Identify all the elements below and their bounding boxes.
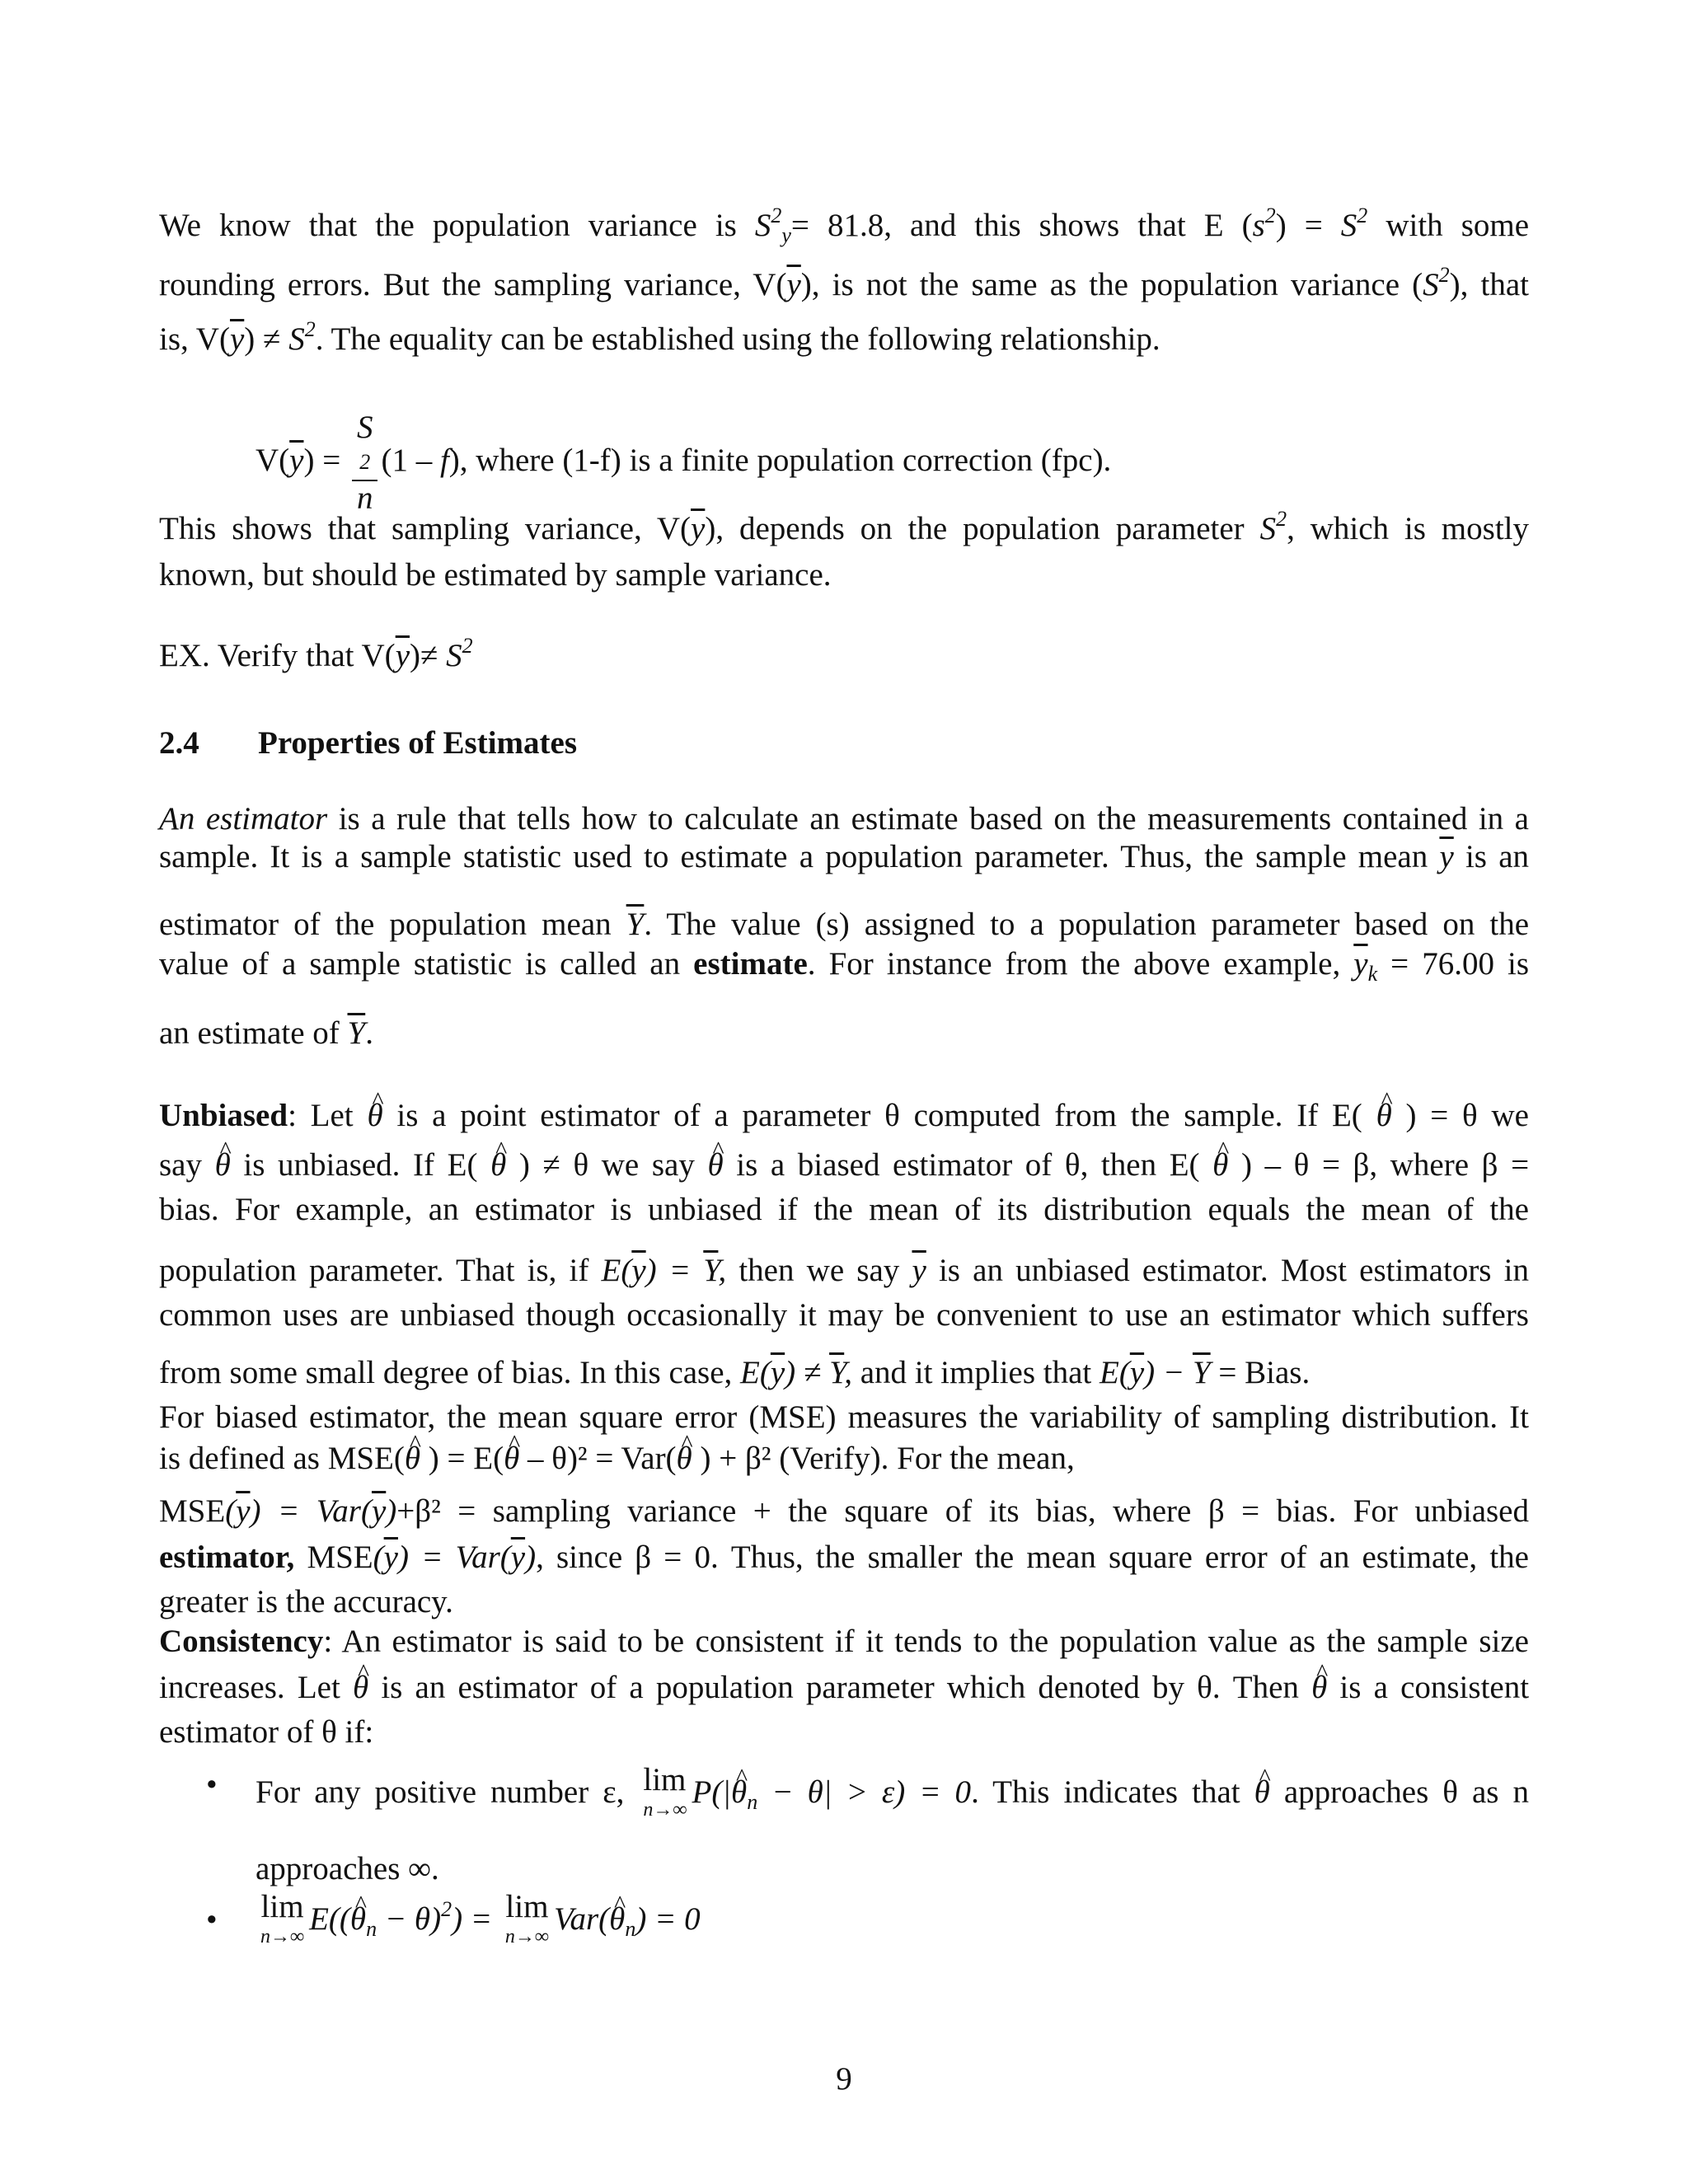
para1-line1: We know that the population variance is $S^2_y= 81.8$, and this shows that E $(s^2) = S^2$ with some [159,204,1530,247]
math-mse-eq-var: $(\overline{y}) = Var(\overline{y})$ [373,1540,537,1575]
unbiased-line11: greater is the accuracy. [159,1584,453,1619]
bullet-dot: • [206,1767,218,1802]
math-theta-hat: ^ θ [405,1439,420,1479]
bullet-dot: • [206,1902,218,1938]
text-span: . The value (s) assigned to a population parameter based on the [644,907,1530,942]
consistency-bullet2 [256,1889,1625,1952]
text-span: estimator of the population mean [159,907,612,942]
text-span: . For instance from the above example, [807,946,1341,982]
math-E-ybar-eq-Ybar: $E(\overline{y}) = \overline{Y}$, [601,1253,727,1288]
text-span: say [159,1147,202,1183]
exercise-line [159,636,1529,676]
lim-under-label: n→∞ [260,1926,305,1947]
math-theta-hat: ^ θ [215,1146,231,1185]
math-ybar: $\overline{y}$ [289,442,304,478]
text-span: . The equality can be established using the following relationship. [315,321,1160,357]
unbiased-line2 [159,1146,1529,1185]
text-span: This shows that sampling variance, V( [159,511,692,546]
math-Ybar: $\overline{Y}$ [626,907,645,942]
para3-line2 [159,837,1529,877]
term-estimator: An estimator [159,801,328,837]
math-E-ybar-neq-Ybar: $E(\overline{y}) \ne \overline{Y}$, [740,1355,852,1390]
math-theta-hat: ^ θ [1254,1773,1270,1812]
section-title: Properties of Estimates [258,725,578,761]
text-span: ) + β² (Verify). For the mean, [700,1441,1075,1476]
text-span: is defined as MSE( [159,1441,405,1476]
unbiased-line1 [159,1096,1529,1136]
lim-under-label: n→∞ [504,1926,549,1947]
math-mse-var: $(\overline{y}) = Var(\overline{y})$ [225,1493,397,1529]
text-span: is a rule that tells how to calculate an estimate based on the measurements contained in a [327,801,1529,837]
unbiased-line5: common uses are unbiased though occasionally it may be convenient to use an estimator which suffers [159,1297,1529,1333]
math-ybar: $\overline{y}$ [912,1253,926,1288]
limit-expression [504,1889,549,1952]
term-unbiased: Unbiased [159,1098,288,1133]
para3-line5: an estimate of $\overline{Y}$. [159,1015,373,1051]
text-span: . This indicates that [971,1774,1240,1810]
math-Ybar: $\overline{Y}$ [347,1015,366,1051]
text-span: increases. Let [159,1670,340,1705]
text-span: EX. Verify that V( [159,638,396,673]
text-span: ), that [1449,267,1529,302]
text-span: is an unbiased estimator. Most estimators in [938,1253,1529,1288]
math-mse-limit: E((^ $\theta_n - \theta)^2$) = [309,1901,492,1937]
text-span: )≠ [410,638,438,673]
text-span: sample. It is a sample statistic used to estimate a population parameter. Thus, the sample mean [159,839,1428,874]
text-span: ), is not the same as the population variance ( [800,267,1423,302]
term-estimate: estimate [693,946,808,982]
math-Sy2: $S^2_y$ [754,204,791,247]
math-S2: $S^2$ [1423,263,1450,302]
text-span: , where (1-f) is a finite population correction (fpc). [459,442,1112,478]
math-theta-hat: ^ θ [367,1096,382,1136]
text-span: , since β = 0. Thus, the smaller the mean square error of an estimate, the [536,1540,1529,1575]
math-S2: $S^2$ [1259,507,1287,546]
text-span: , which is mostly [1287,511,1529,546]
unbiased-line3: bias. For example, an estimator is unbiased if the mean of its distribution equals the mean of the [159,1192,1529,1227]
lim-label: lim [643,1762,687,1797]
lim-label: lim [260,1889,304,1924]
math-theta-hat: ^ θ [1376,1096,1392,1136]
math-ybar: $\overline{y}$ [786,267,801,302]
math-ybar: $\overline{y}$ [395,638,410,673]
para2-line1 [159,509,1529,549]
text-span: then we say [738,1253,900,1288]
text-span: is, V( [159,321,230,357]
text-span: We know that the population variance is [159,208,737,243]
math-theta-hat: ^ θ [677,1439,692,1479]
math-var-limit: Var(^ $\theta_n) = 0$ [554,1901,701,1937]
text-span: +β² = sampling variance + the square of its bias, where β = bias. For unbiased [396,1493,1529,1529]
math-theta-hat: ^ θ [707,1146,723,1185]
text-span: ) = E( [428,1441,504,1476]
text-span: approaches θ as n [1283,1774,1530,1810]
consistency-bullet1 [256,1762,1530,1825]
math-ybar: $\overline{y}$ [691,511,706,546]
text-span: value of a sample statistic is called an [159,946,681,982]
text-span: an estimate of [159,1015,340,1051]
text-span: For any positive number ε, [256,1774,625,1810]
text-span: and it implies that [860,1355,1092,1390]
unbiased-line9 [159,1492,1529,1531]
text-span: ) = θ we [1405,1098,1529,1133]
text-span: is a point estimator of a parameter θ computed from the sample. If E( [396,1098,1362,1133]
math-S2: $S^2$ [288,317,316,357]
para1-line3: is, $V(\overline{y}) \ne S^2$. The equality can be established using the following relationship. [159,317,1160,357]
text-span: MSE [307,1540,373,1575]
text-span: = 76.00 is [1390,946,1530,982]
term-consistency: Consistency [159,1624,324,1659]
text-span: MSE [159,1493,226,1529]
formula-variance: $V(\overline{y})$ = S 2 n (1 – f), where (1-f) is a finite population correction (fpc). [256,410,1112,516]
text-span: = 81.8, and this shows that E ( [790,208,1253,243]
math-theta-hat: ^ θ [504,1439,519,1479]
unbiased-line7: For biased estimator, the mean square error (MSE) measures the variability of sampling distribution. It [159,1399,1529,1435]
text-span: is an [1465,839,1530,874]
math-E-ybar-minus-Ybar: $E(\overline{y}) - \overline{Y}$ [1100,1355,1211,1390]
section-number: 2.4 [159,725,199,761]
unbiased-line4 [159,1251,1529,1291]
math-prob-limit: P(|^ $\theta_n - \theta| > \varepsilon) = 0$ [692,1774,972,1810]
math-theta-hat: ^ θ [490,1146,506,1185]
text-span: ) – θ = β, where β = [1240,1147,1530,1183]
text-span: ), depends on the population parameter [705,511,1245,546]
text-span: is a biased estimator of θ, then E( [736,1147,1200,1183]
para2-line2: known, but should be estimated by sample variance. [159,557,832,593]
unbiased-line8 [159,1439,1529,1479]
unbiased-line6 [159,1353,1529,1393]
para3-line4: value of a sample statistic is called an estimate. For instance from the above example, $\overline{y}_k = 76.00$ is [159,946,1530,986]
section-heading [159,724,577,763]
text-span: : Let [288,1098,354,1133]
text-span: is an estimator of a population parameter which denoted by θ. Then [381,1670,1299,1705]
text-span: rounding errors. But the sampling variance, V( [159,267,787,302]
para3-line1 [159,799,1529,839]
text-span: – θ)² = Var( [528,1441,677,1476]
limit-expression [260,1889,305,1952]
consistency-line2 [159,1668,1529,1708]
consistency-line3: estimator of θ if: [159,1714,374,1750]
text-span: from some small degree of bias. In this case, [159,1355,733,1390]
para1-line2 [159,265,1529,305]
text-span: is a consistent [1339,1670,1530,1705]
fraction-S2-over-n: S 2 n [352,410,378,516]
math-theta-hat: ^ θ [1212,1146,1228,1185]
text-span: : An estimator is said to be consistent if it tends to the population value as the sample size [323,1624,1529,1659]
unbiased-line10 [159,1538,1529,1577]
math-ybar: $\overline{y}$ [229,321,245,357]
lim-under-label: n→∞ [643,1799,687,1821]
math-theta-hat: ^ θ [1311,1668,1327,1708]
math-ybar: $\overline{y}$ [1439,839,1454,874]
math-S2: $S^2$ [446,634,473,673]
page-number: 9 [836,2061,852,2097]
math-theta-hat: ^ θ [353,1668,368,1708]
text-span: = Bias. [1218,1355,1311,1390]
math-s2: $s^2$ [1252,204,1276,243]
text-span: V( [256,442,290,478]
text-span: population parameter. That is, if [159,1253,589,1288]
text-span: is unbiased. If E( [243,1147,478,1183]
term-estimator-bold: estimator, [159,1540,295,1575]
limit-expression [643,1762,687,1825]
para3-line3 [159,905,1529,944]
consistency-bullet1-cont: approaches ∞. [256,1851,439,1886]
text-span: with some [1386,208,1530,243]
lim-label: lim [505,1889,549,1924]
text-span: ) ≠ θ we say [518,1147,695,1183]
math-ybar-k: $\overline{y}$ [1353,946,1368,982]
